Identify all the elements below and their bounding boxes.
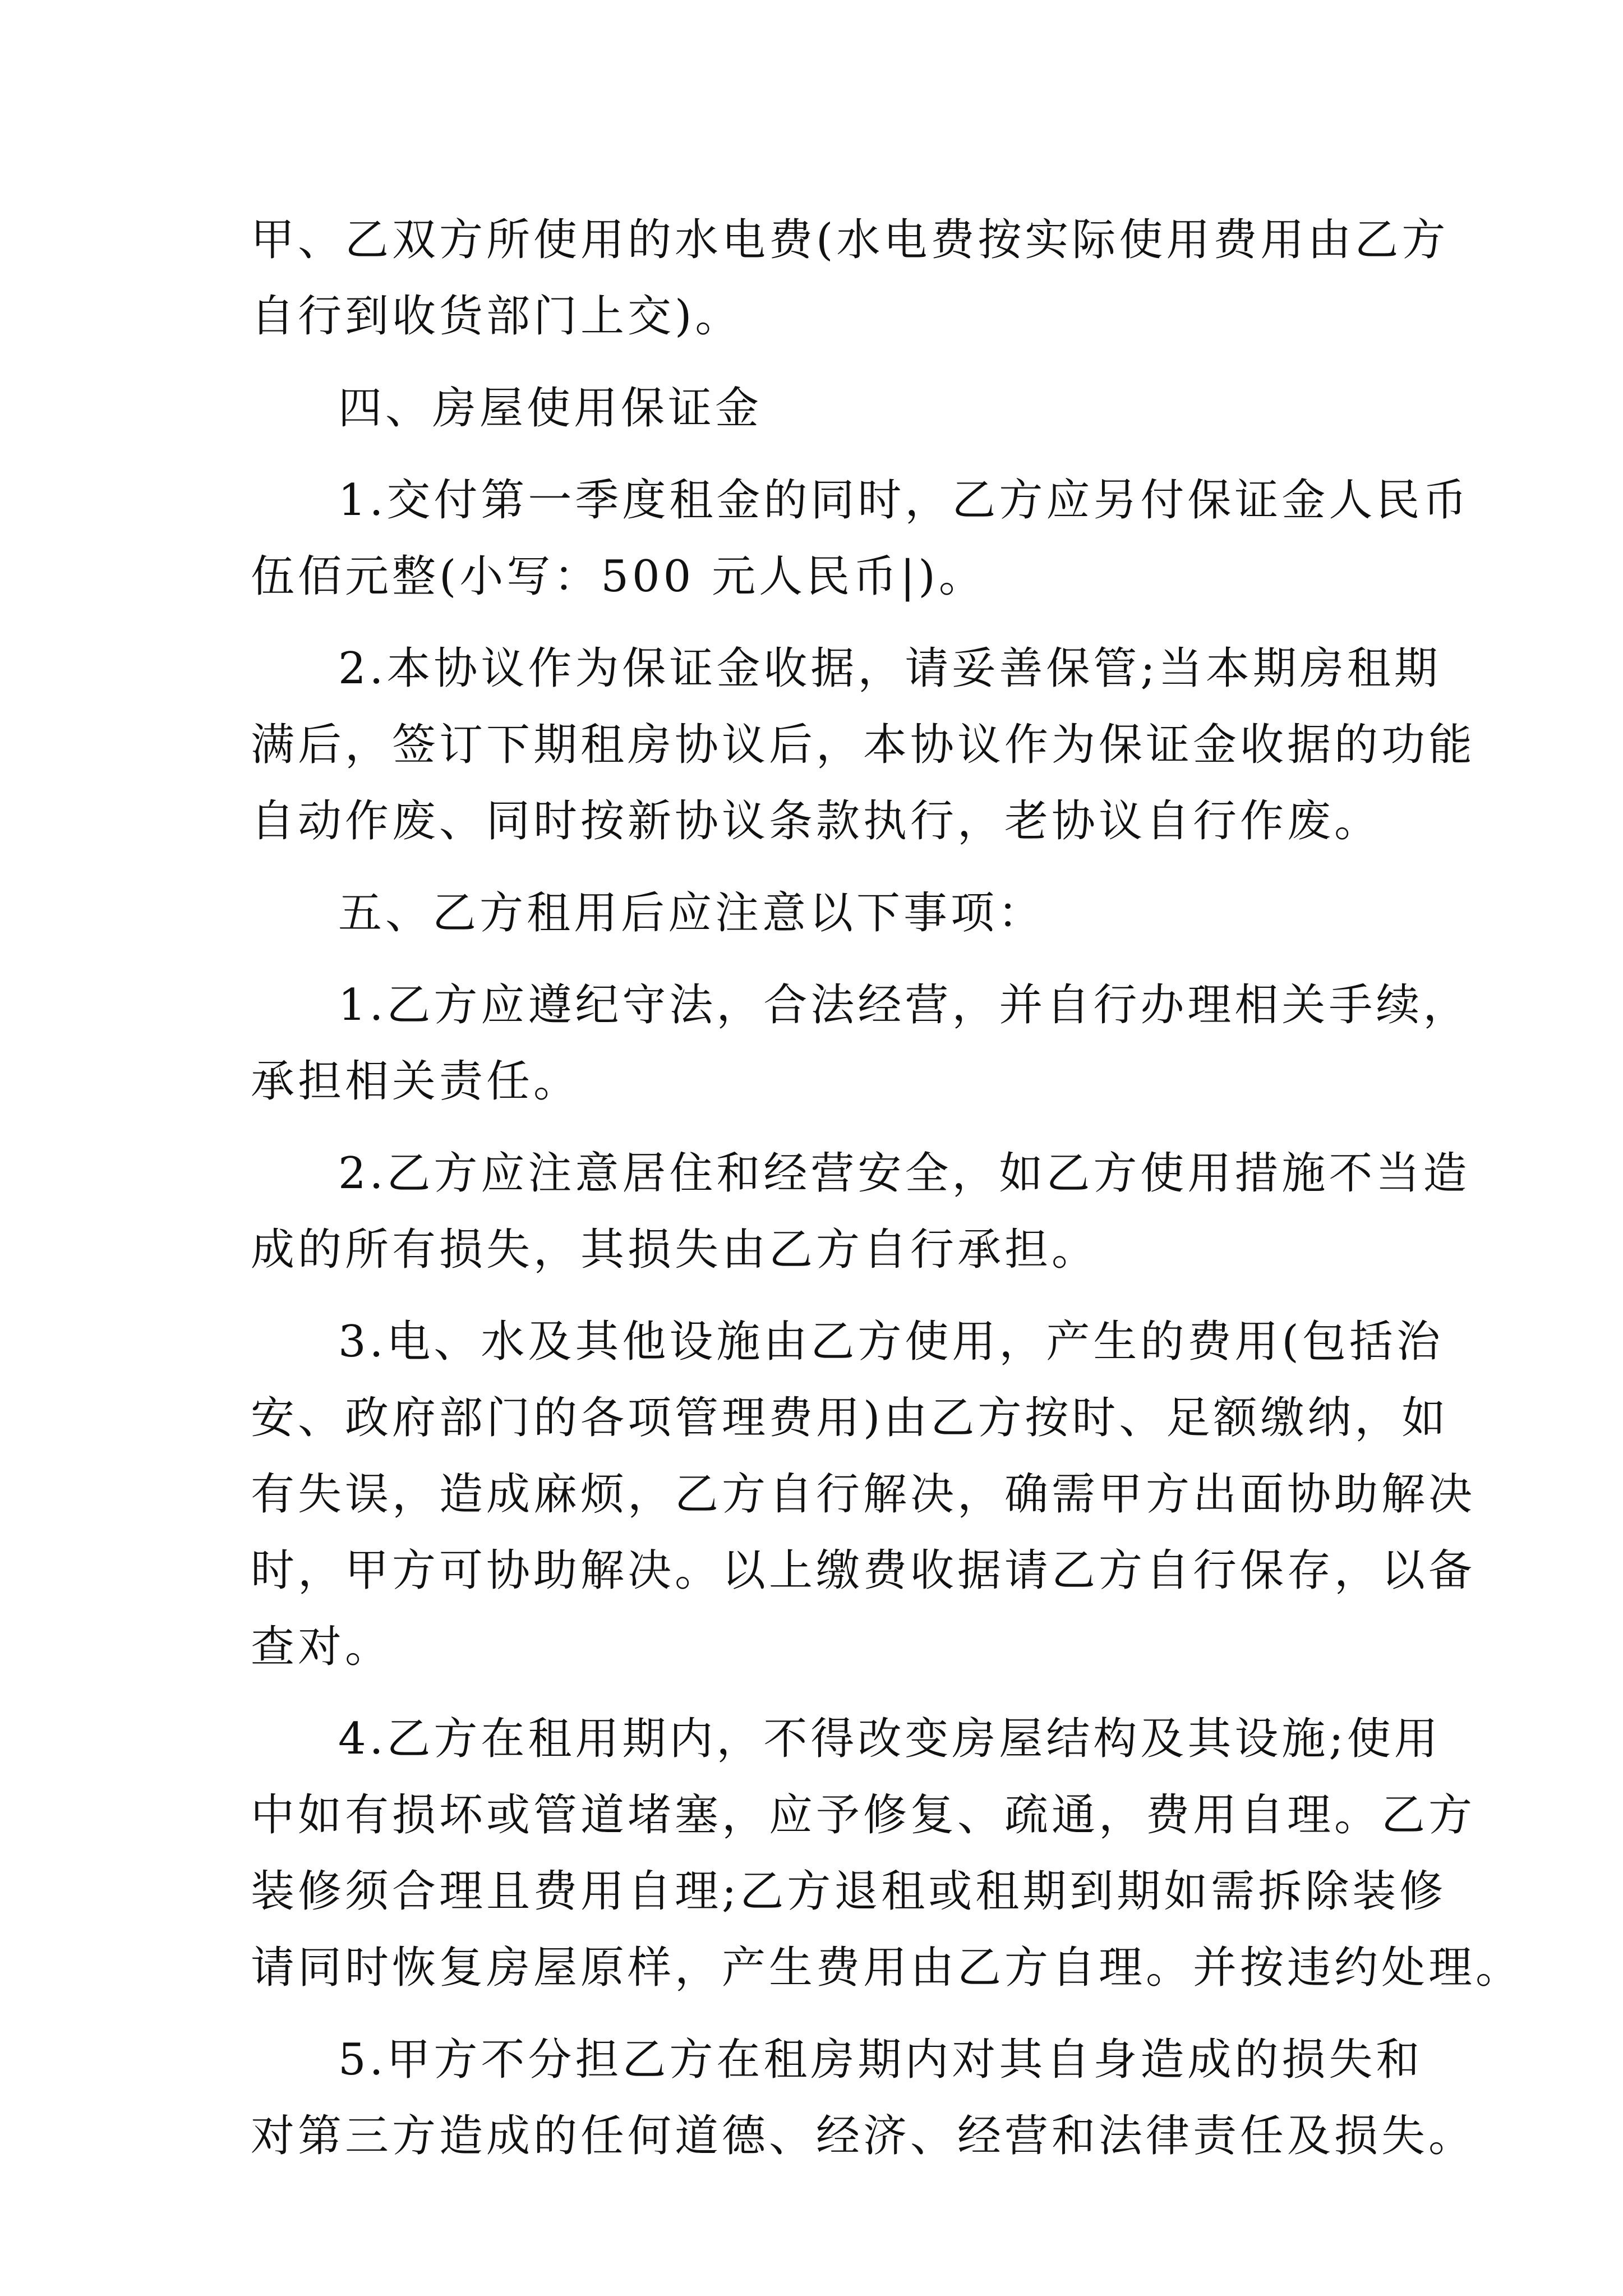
text-line: 中如有损坏或管道堵塞，应予修复、疏通，费用自理。乙方 bbox=[251, 1790, 1476, 1841]
section-heading-deposit bbox=[251, 370, 1395, 447]
paragraph-deposit-2 bbox=[251, 631, 1476, 859]
paragraph-notice-3 bbox=[251, 1304, 1476, 1685]
text-line: 五、乙方租用后应注意以下事项： bbox=[338, 888, 1045, 938]
text-line: 甲、乙双方所使用的水电费(水电费按实际使用费用由乙方 bbox=[251, 215, 1449, 265]
text-line: 请同时恢复房屋原样，产生费用由乙方自理。并按违约处理。 bbox=[251, 1943, 1523, 1993]
text-line: 自行到收货部门上交)。 bbox=[251, 291, 743, 342]
section-heading-notices bbox=[251, 875, 1395, 951]
paragraph-notice-2 bbox=[251, 1135, 1470, 1288]
text-line: 2.本协议作为保证金收据，请妥善保管;当本期房租期 bbox=[338, 643, 1441, 694]
text-line: 伍佰元整(小写：500 元人民币|)。 bbox=[251, 551, 986, 602]
text-line: 5.甲方不分担乙方在租房期内对其自身造成的损失和 bbox=[338, 2035, 1423, 2085]
text-line: 装修须合理且费用自理;乙方退租或租期到期如需拆除装修 bbox=[251, 1866, 1447, 1917]
text-line: 成的所有损失，其损失由乙方自行承担。 bbox=[251, 1225, 1099, 1275]
text-line: 满后，签订下期租房协议后，本协议作为保证金收据的功能 bbox=[251, 720, 1476, 770]
text-line: 3.电、水及其他设施由乙方使用，产生的费用(包括治 bbox=[338, 1317, 1444, 1367]
text-line: 对第三方造成的任何道德、经济、经营和法律责任及损失。 bbox=[251, 2111, 1476, 2161]
paragraph-notice-1 bbox=[251, 967, 1470, 1120]
text-line: 四、房屋使用保证金 bbox=[338, 383, 763, 434]
text-line: 时，甲方可协助解决。以上缴费收据请乙方自行保存，以备 bbox=[251, 1545, 1476, 1596]
paragraph-utilities bbox=[251, 202, 1449, 355]
text-line: 有失误，造成麻烦，乙方自行解决，确需甲方出面协助解决 bbox=[251, 1469, 1476, 1520]
text-line: 1.交付第一季度租金的同时，乙方应另付保证金人民币 bbox=[338, 475, 1470, 526]
text-line: 安、政府部门的各项管理费用)由乙方按时、足额缴纳，如 bbox=[251, 1393, 1449, 1443]
paragraph-deposit-1 bbox=[251, 462, 1470, 615]
text-line: 4.乙方在租用期内，不得改变房屋结构及其设施;使用 bbox=[338, 1714, 1441, 1764]
text-line: 查对。 bbox=[251, 1622, 393, 1672]
document-body bbox=[251, 202, 1523, 2190]
text-line: 自动作废、同时按新协议条款执行，老协议自行作废。 bbox=[251, 796, 1382, 846]
text-line: 承担相关责任。 bbox=[251, 1056, 581, 1107]
paragraph-notice-4 bbox=[251, 1701, 1523, 2006]
text-line: 2.乙方应注意居住和经营安全，如乙方使用措施不当造 bbox=[338, 1148, 1470, 1199]
text-line: 1.乙方应遵纪守法，合法经营，并自行办理相关手续， bbox=[338, 980, 1470, 1030]
paragraph-notice-5 bbox=[251, 2022, 1476, 2174]
